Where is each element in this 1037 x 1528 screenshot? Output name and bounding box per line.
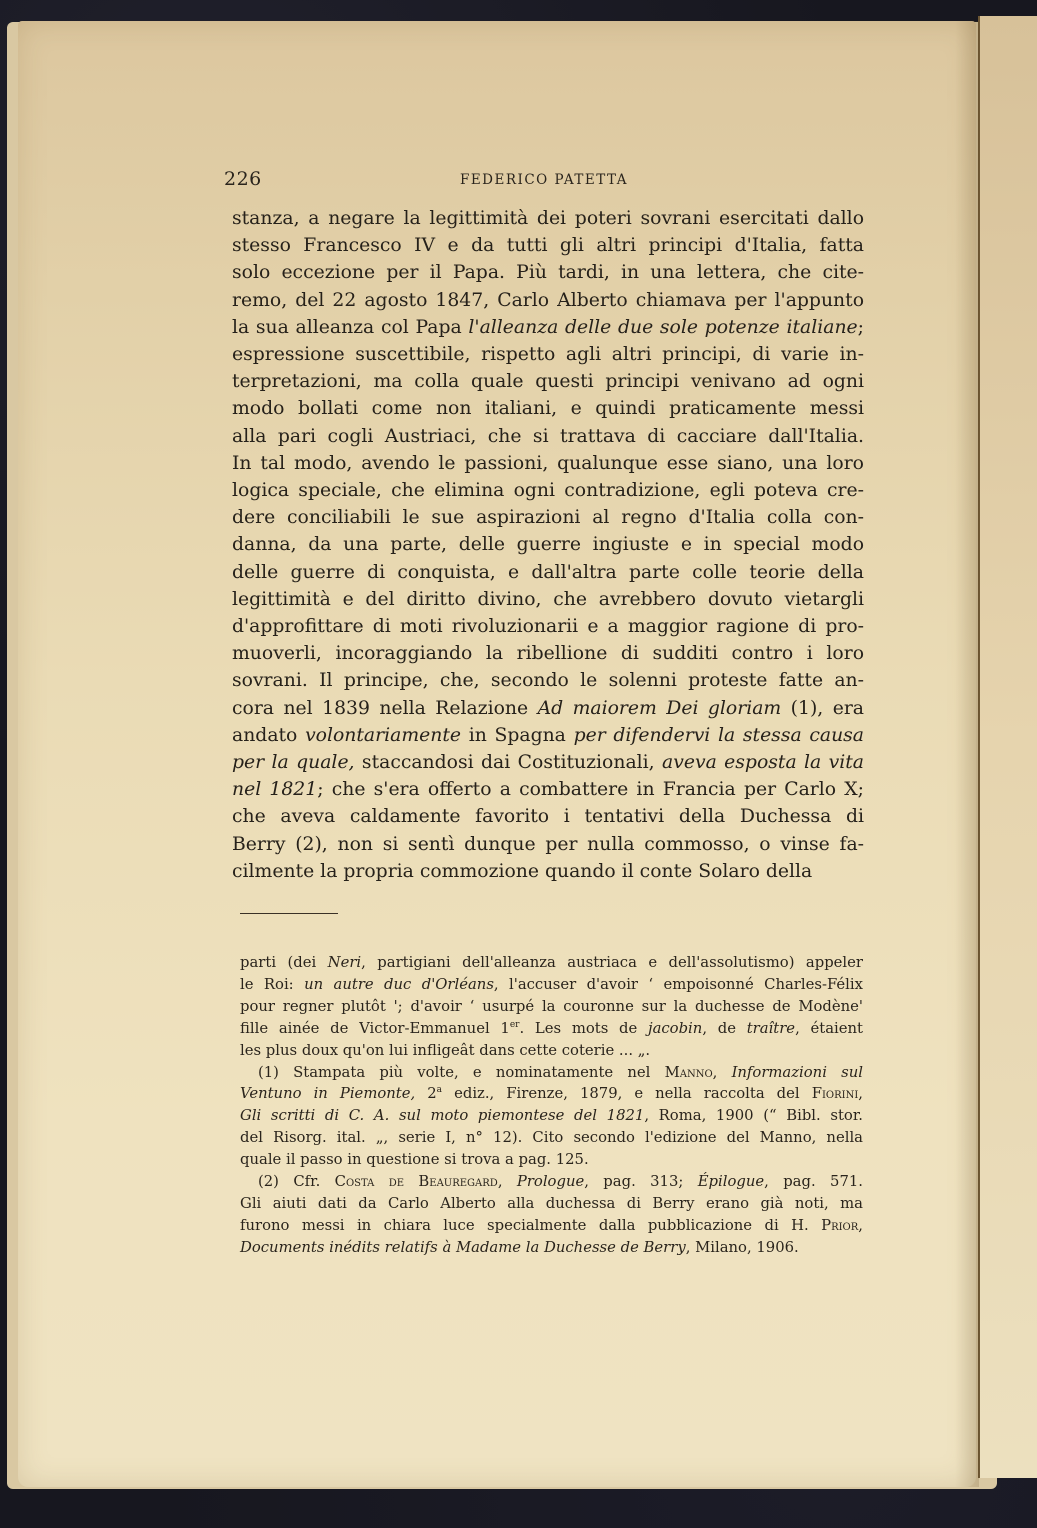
text-line	[232, 287, 864, 314]
main-text	[232, 205, 864, 885]
text-run: , Roma, 1900 (“ Bibl. stor.	[644, 1107, 863, 1125]
text-run: aveva esposta la vita	[662, 752, 865, 774]
text-run: a	[436, 1085, 443, 1096]
text-line	[232, 259, 864, 286]
text-run: Prior	[821, 1216, 859, 1234]
footnote-ref[interactable]: (1), era	[781, 697, 864, 719]
text-run: del Risorg. ital. „, serie I, n° 12). Cito secondo l'edizione del Manno, nella	[240, 1129, 863, 1147]
text-run: dere conciliabili le sue aspirazioni al regno d'Italia colla con-	[232, 507, 864, 529]
text-run: alla pari cogli Austriaci, che si trattava di cacciare dall'Italia.	[232, 425, 864, 447]
text-run: (2) Cfr.	[258, 1173, 335, 1191]
footnote-line	[240, 974, 863, 996]
footnote-2	[240, 1171, 863, 1259]
text-line	[232, 450, 864, 477]
text-run: Gli scritti di C. A. sul moto piemontese del 1821	[240, 1107, 645, 1125]
footnote-line	[240, 1149, 863, 1171]
next-page-sliver	[978, 16, 1037, 1478]
footnote-line	[240, 1193, 863, 1215]
footnotes	[240, 952, 863, 1259]
text-run: remo, del 22 agosto 1847, Carlo Alberto chiamava per l'appunto	[232, 289, 864, 311]
footnote-line	[240, 1215, 863, 1237]
text-line	[232, 504, 864, 531]
text-run: quale il passo in questione si trova a pag. 125.	[240, 1151, 589, 1169]
text-run: danna, da una parte, delle guerre ingiuste e in special modo	[232, 534, 864, 556]
text-run: per la quale,	[232, 752, 355, 774]
text-run: jacobin	[647, 1019, 703, 1037]
text-line	[232, 640, 864, 667]
text-run: un autre duc d'Orléans	[304, 975, 494, 993]
text-run: espressione suscettibile, rispetto agli altri principi, di varie in-	[232, 344, 864, 366]
text-run: (1) Stampata più volte, e nominatamente nel	[258, 1063, 665, 1081]
running-head: FEDERICO PATETTA	[459, 172, 629, 188]
text-line	[232, 667, 864, 694]
text-line	[232, 776, 864, 803]
text-run: ediz., Firenze, 1879, e nella raccolta del	[442, 1085, 812, 1103]
text-run: , de	[702, 1019, 747, 1037]
text-run: per difendervi la stessa causa	[573, 724, 864, 746]
text-run: ,	[858, 1085, 864, 1103]
text-line	[232, 722, 864, 749]
text-run: Gli aiuti dati da Carlo Alberto alla duchessa di Berry erano già noti, ma	[240, 1194, 863, 1212]
text-run: muoverli, incoraggiando la ribellione di sudditi contro i loro	[232, 643, 864, 665]
text-run: les plus doux qu'on lui infligeât dans cette coterie ... „.	[240, 1041, 651, 1059]
text-line	[232, 695, 864, 722]
text-run: , pag. 313;	[584, 1173, 698, 1191]
text-run: andato	[232, 724, 306, 746]
text-line	[232, 205, 864, 232]
footnote-separator	[240, 913, 338, 914]
text-line	[232, 477, 864, 504]
text-run: d'approfittare di moti rivoluzionarii e a maggior ragione di pro-	[232, 616, 864, 638]
text-run: sovrani. Il principe, che, secondo le solenni proteste fatte an-	[232, 670, 864, 692]
footnote-line	[240, 1083, 863, 1105]
text-line	[232, 232, 864, 259]
text-line	[232, 368, 864, 395]
text-line	[232, 749, 864, 776]
text-run: 2	[415, 1085, 437, 1103]
text-run: Neri	[327, 954, 362, 971]
text-run: Berry (2), non si sentì dunque per nulla commosso, o vinse fa-	[232, 833, 864, 855]
text-run: nel 1821	[232, 779, 318, 801]
text-run: delle guerre di conquista, e dall'altra parte colle teorie della	[232, 561, 864, 583]
footnote-line	[240, 1062, 863, 1084]
text-run: , l'accuser d'avoir ‘ empoisonné Charles-Félix	[493, 975, 863, 993]
text-run: In tal modo, avendo le passioni, qualunque esse siano, una loro	[232, 452, 864, 474]
text-run: fille ainée de Victor-Emmanuel 1	[240, 1019, 510, 1037]
text-run: er	[509, 1019, 520, 1030]
text-run: Costa de Beauregard	[334, 1173, 498, 1191]
text-run: legittimità e del diritto divino, che avrebbero dovuto vietargli	[232, 588, 864, 610]
footnote-line	[240, 996, 863, 1018]
text-line	[232, 831, 864, 858]
text-run: . Les mots de	[519, 1019, 648, 1037]
text-run: cilmente la propria commozione quando il conte Solaro della	[232, 860, 813, 882]
footnote-continuation	[240, 952, 863, 1062]
text-run: ,	[712, 1063, 732, 1081]
text-run: cora nel 1839 nella Relazione	[232, 697, 538, 719]
text-line	[232, 559, 864, 586]
text-run: stanza, a negare la legittimità dei poteri sovrani esercitati dallo	[232, 208, 864, 229]
text-run: , partigiani dell'alleanza austriaca e dell'assolutismo) appeler	[361, 954, 863, 971]
text-run: staccandosi dai Costituzionali,	[354, 752, 663, 774]
footnote-line	[240, 1171, 863, 1193]
text-run: che aveva caldamente favorito i tentativi della Duchessa di	[232, 806, 864, 828]
text-run: , pag. 571.	[764, 1173, 863, 1191]
text-line	[232, 314, 864, 341]
text-run: furono messi in chiara luce specialmente dalla pubblicazione di H.	[240, 1216, 822, 1234]
footnote-line	[240, 1040, 863, 1062]
text-run: logica speciale, che elimina ogni contradizione, egli poteva cre-	[232, 480, 864, 502]
text-run: Documents inédits relatifs à Madame la Duchesse de Berry	[240, 1238, 686, 1256]
text-run: Manno	[664, 1063, 713, 1081]
text-run: terpretazioni, ma colla quale questi principi venivano ad ogni	[232, 371, 864, 393]
footnote-line	[240, 1105, 863, 1127]
text-run: ,	[497, 1173, 517, 1191]
footnote-line	[240, 952, 863, 974]
text-line	[232, 803, 864, 830]
text-run: volontariamente	[305, 724, 461, 746]
text-run: parti (dei	[240, 954, 328, 971]
page-number: 226	[224, 168, 262, 190]
text-run: Informazioni sul	[731, 1063, 863, 1081]
text-run: modo bollati come non italiani, e quindi praticamente messi	[232, 398, 864, 420]
footnote-line	[240, 1018, 863, 1040]
text-line	[232, 531, 864, 558]
text-run: ; che s'era offerto a combattere in Francia per Carlo X;	[317, 779, 864, 801]
text-run: stesso Francesco IV e da tutti gli altri principi d'Italia, fatta	[232, 235, 864, 257]
text-run: ,	[858, 1216, 863, 1234]
text-run: Épilogue	[697, 1173, 765, 1191]
text-run: pour regner plutôt '; d'avoir ‘ usurpé la couronne sur la duchesse de Modène'	[240, 997, 863, 1015]
text-run: in Spagna	[461, 724, 574, 746]
text-run: Prologue	[516, 1173, 585, 1191]
text-run: le Roi:	[240, 975, 305, 993]
text-line	[232, 858, 864, 885]
text-line	[232, 341, 864, 368]
footnote-line	[240, 1127, 863, 1149]
text-line	[232, 586, 864, 613]
text-line	[232, 395, 864, 422]
text-run: ;	[857, 316, 864, 338]
italic-title: Ad maiorem Dei gloriam	[537, 697, 782, 719]
footnote-1	[240, 1062, 863, 1172]
italic-quote: l'alleanza delle due sole potenze italiane	[468, 316, 858, 338]
text-run: traître	[746, 1019, 796, 1037]
text-run: la sua alleanza col Papa	[232, 316, 469, 338]
page-header	[224, 168, 864, 194]
text-line	[232, 423, 864, 450]
text-line	[232, 613, 864, 640]
text-run: Fiorini	[811, 1085, 859, 1103]
text-run: , étaient	[795, 1019, 863, 1037]
text-run: , Milano, 1906.	[685, 1238, 799, 1256]
gutter-shadow	[955, 21, 979, 1487]
footnote-line	[240, 1237, 863, 1259]
text-run: solo eccezione per il Papa. Più tardi, in una lettera, che cite-	[232, 262, 864, 284]
text-run: Ventuno in Piemonte,	[240, 1085, 416, 1103]
